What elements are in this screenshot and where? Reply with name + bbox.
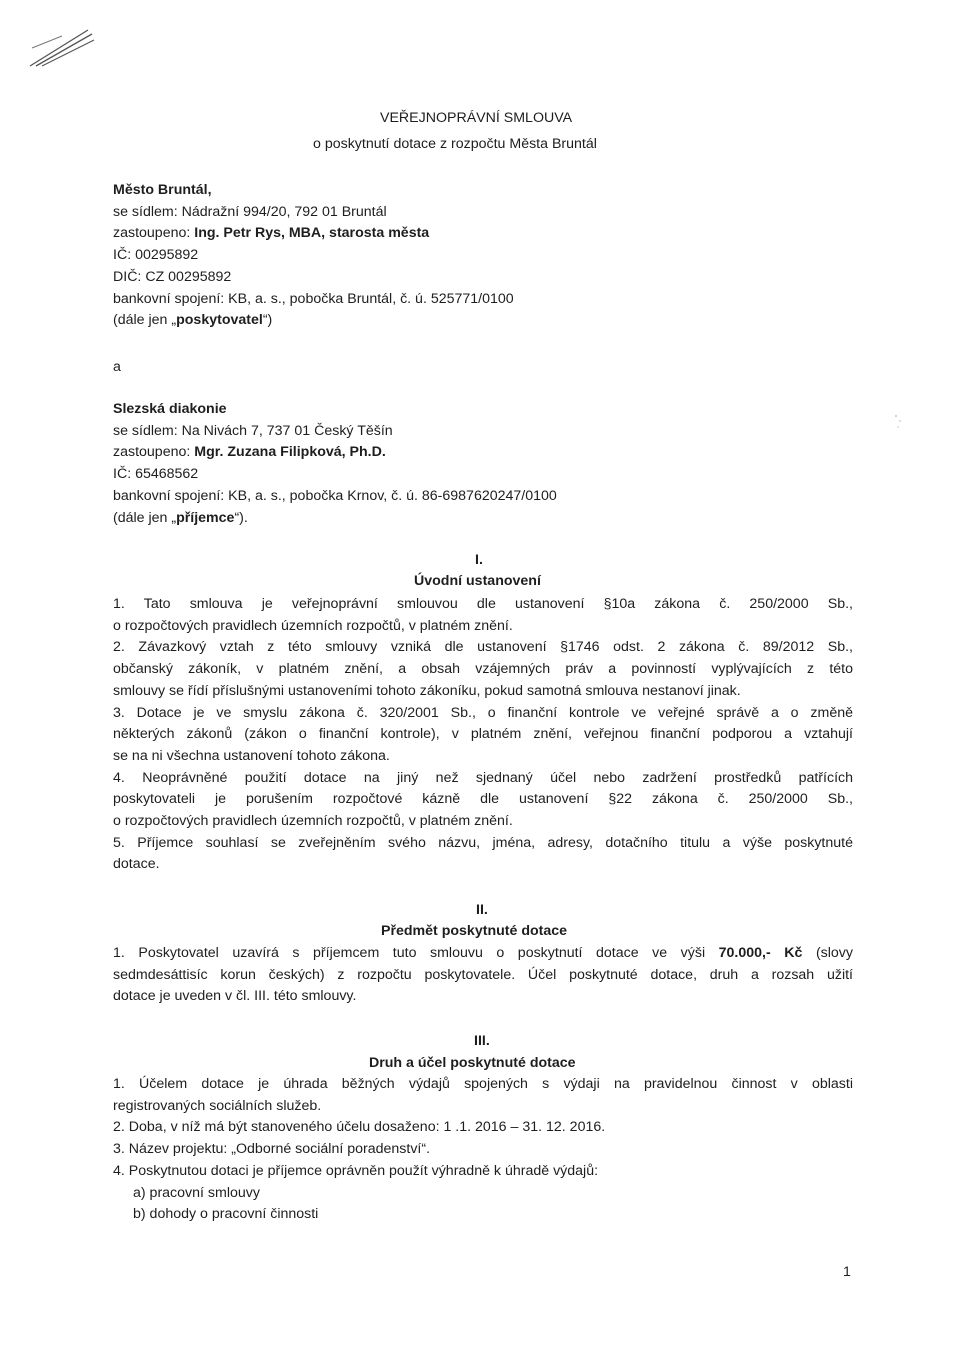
s1-p3-line: některých zákonů (zákon o finanční kontrole), v platném znění, veřejnou finanční podporou a vztahují xyxy=(113,726,853,743)
dotation-amount: 70.000,- Kč xyxy=(718,945,803,961)
document-subtitle: o poskytnutí dotace z rozpočtu Města Bruntál xyxy=(313,136,597,152)
s1-p2-line: 2. Závazkový vztah z této smlouvy vzniká dle ustanovení §1746 odst. 2 zákona č. 89/2012 Sb., xyxy=(113,639,853,656)
section-2-numeral: II. xyxy=(476,902,488,918)
s1-p4-line: poskytovateli je porušením rozpočtové kázně dle ustanovení §22 zákona č. 250/2000 Sb., xyxy=(113,791,853,808)
s3-p2: 2. Doba, v níž má být stanoveného účelu dosaženo: 1 .1. 2016 – 31. 12. 2016. xyxy=(113,1119,606,1136)
s1-p3-line: se na ni všechna ustanovení tohoto zákona. xyxy=(113,747,390,764)
recipient-name: Slezská diakonie xyxy=(113,401,227,417)
provider-alias xyxy=(113,310,514,332)
s3-p1-line: registrovaných sociálních služeb. xyxy=(113,1097,322,1114)
pen-stroke-mark xyxy=(22,18,97,73)
alias-bold: příjemce xyxy=(176,509,235,526)
section-3-heading: Druh a účel poskytnuté dotace xyxy=(369,1055,576,1071)
s1-p1-line: o rozpočtových pravidlech územních rozpočtů, v platném znění. xyxy=(113,617,513,634)
recipient-seat: se sídlem: Na Nivách 7, 737 01 Český Těšín xyxy=(113,422,393,439)
section-3-body xyxy=(113,1074,853,1226)
s3-p4: 4. Poskytnutou dotaci je příjemce oprávněn použít výhradně k úhradě výdajů: xyxy=(113,1162,599,1179)
s1-p4-line: o rozpočtových pravidlech územních rozpočtů, v platném znění. xyxy=(113,813,513,830)
alias-post: “) xyxy=(262,312,273,329)
s2-p1-line: sedmdesáttisíc korun českých) z rozpočtu poskytovatele. Účel poskytnuté dotace, druh a rozsah užití xyxy=(113,966,853,983)
rep-prefix: zastoupeno: xyxy=(113,444,195,461)
s2-p1-pre: 1. Poskytovatel uzavírá s příjemcem tuto smlouvu o poskytnutí dotace ve výši xyxy=(113,945,719,961)
rep-name: Mgr. Zuzana Filipková, Ph.D. xyxy=(194,444,386,461)
s1-p1-line: 1. Tato smlouva je veřejnoprávní smlouvou dle ustanovení §10a zákona č. 250/2000 Sb., xyxy=(113,596,853,612)
alias-pre: (dále jen „ xyxy=(113,312,177,329)
rep-name: Ing. Petr Rys, MBA, starosta města xyxy=(194,225,430,242)
provider-dic: DIČ: CZ 00295892 xyxy=(113,268,232,285)
recipient-block xyxy=(113,399,557,529)
s3-p3: 3. Název projektu: „Odborné sociální poradenství“. xyxy=(113,1141,431,1158)
alias-pre: (dále jen „ xyxy=(113,509,177,526)
conjunction: a xyxy=(113,359,121,375)
provider-block xyxy=(113,180,514,332)
section-3-numeral: III. xyxy=(474,1033,490,1049)
s3-p1-line: 1. Účelem dotace je úhrada běžných výdajů spojených s výdaji na pravidelnou činnost v oblasti xyxy=(113,1076,853,1092)
s1-p2-line: smlouvy se řídí příslušnými ustanoveními tohoto zákoníku, pokud samotná smlouva nestanoví jinak. xyxy=(113,682,741,699)
alias-bold: poskytovatel xyxy=(176,312,263,329)
section-1-heading: Úvodní ustanovení xyxy=(414,573,541,589)
s1-p3-line: 3. Dotace je ve smyslu zákona č. 320/2001 Sb., o finanční kontrole ve veřejné správě a o změně xyxy=(113,704,853,721)
provider-ic: IČ: 00295892 xyxy=(113,247,199,264)
s1-p5-line: dotace. xyxy=(113,856,160,873)
s2-p1-line: dotace je uveden v čl. III. této smlouvy. xyxy=(113,988,357,1005)
s1-p2-line: občanský zákoník, v platném znění, a obsah vzájemných práv a povinností vyplývajících z této xyxy=(113,661,853,678)
provider-name: Město Bruntál, xyxy=(113,182,212,198)
s2-p1-line xyxy=(113,943,853,965)
s1-p5-line: 5. Příjemce souhlasí se zveřejněním svého názvu, jména, adresy, dotačního titulu a výše poskytnuté xyxy=(113,834,853,851)
s2-p1-post: (slovy xyxy=(802,945,853,961)
recipient-representative xyxy=(113,442,557,464)
recipient-alias xyxy=(113,508,557,530)
page-number: 1 xyxy=(843,1264,851,1280)
s1-p4-line: 4. Neoprávněné použití dotace na jiný než sjednaný účel nebo zadržení prostředků patřících xyxy=(113,769,853,786)
s3-item: a) pracovní smlouvy xyxy=(133,1184,260,1201)
section-2-heading: Předmět poskytnuté dotace xyxy=(381,923,568,939)
recipient-bank: bankovní spojení: KB, a. s., pobočka Krnov, č. ú. 86-6987620247/0100 xyxy=(113,487,557,504)
provider-seat: se sídlem: Nádražní 994/20, 792 01 Bruntál xyxy=(113,203,387,220)
alias-post: “). xyxy=(234,509,248,526)
speck-mark xyxy=(893,412,903,432)
s3-item: b) dohody o pracovní činnosti xyxy=(133,1206,319,1223)
section-1-numeral: I. xyxy=(475,552,483,568)
provider-bank: bankovní spojení: KB, a. s., pobočka Bruntál, č. ú. 525771/0100 xyxy=(113,290,514,307)
document-title: VEŘEJNOPRÁVNÍ SMLOUVA xyxy=(380,110,573,126)
recipient-ic: IČ: 65468562 xyxy=(113,466,199,483)
section-2-body xyxy=(113,943,853,1008)
section-1-body xyxy=(113,594,853,876)
provider-representative xyxy=(113,223,514,245)
rep-prefix: zastoupeno: xyxy=(113,225,195,242)
